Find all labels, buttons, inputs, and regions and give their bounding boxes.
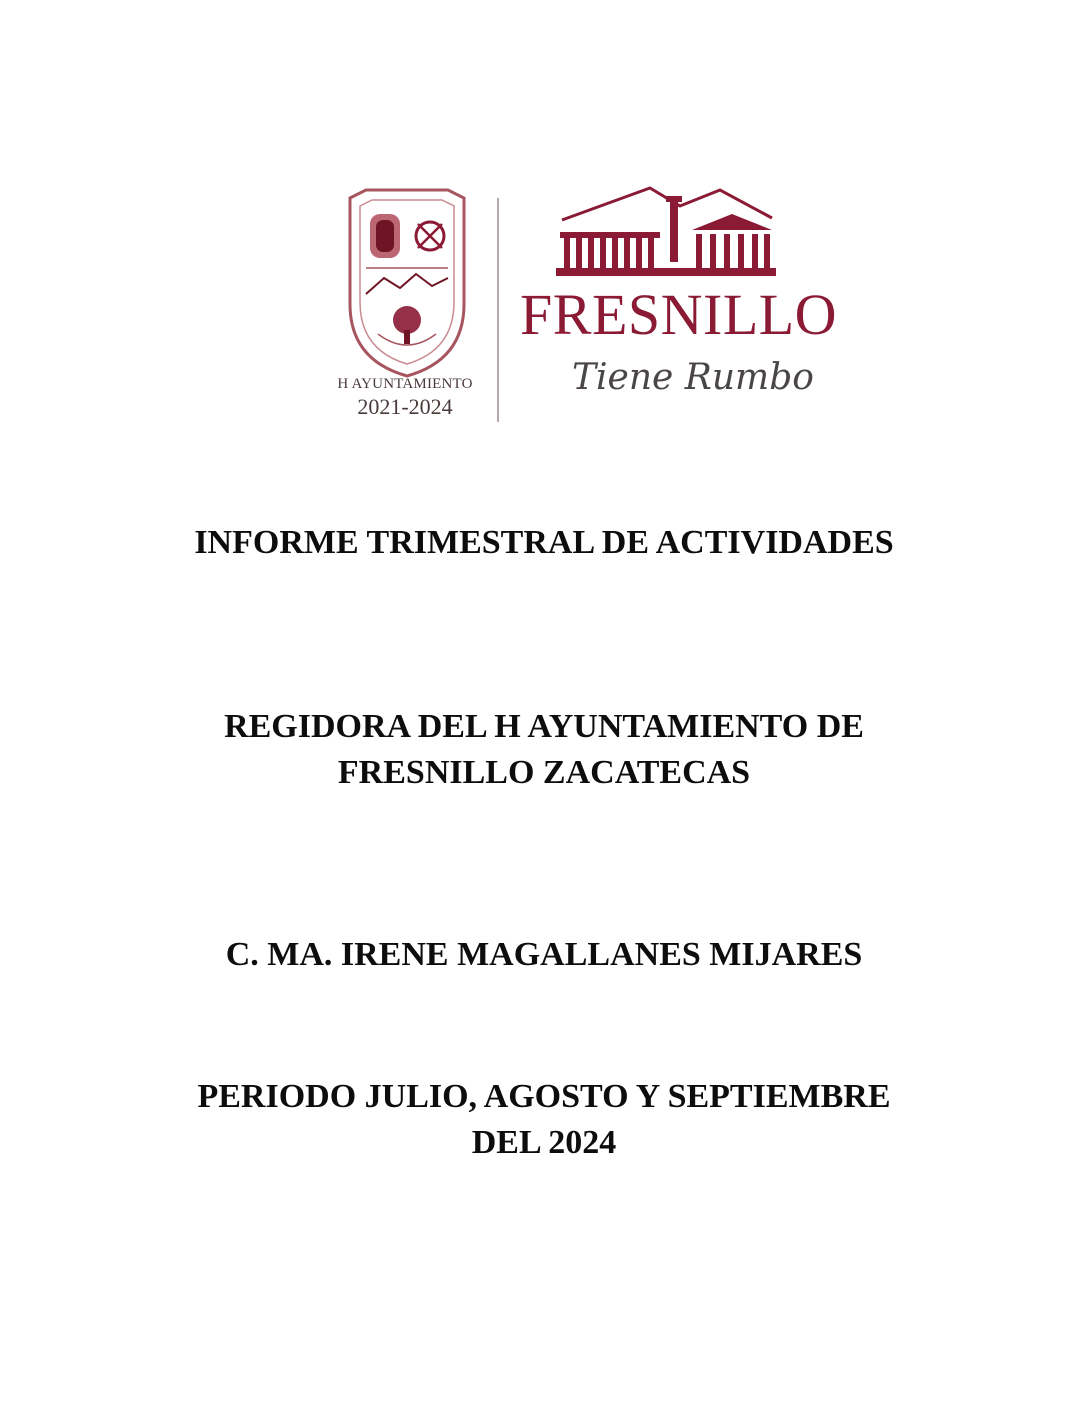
- role-line-2: FRESNILLO ZACATECAS: [337, 754, 751, 791]
- official-name: C. MA. IRENE MAGALLANES MIJARES: [225, 936, 863, 973]
- municipal-seal-icon: [344, 184, 470, 384]
- period-line-2: DEL 2024: [471, 1124, 617, 1161]
- role-line-1: REGIDORA DEL H AYUNTAMIENTO DE: [224, 708, 864, 745]
- period-line-1: PERIODO JULIO, AGOSTO Y SEPTIEMBRE: [197, 1078, 891, 1115]
- city-landmark-icon: [520, 182, 820, 282]
- report-title: INFORME TRIMESTRAL DE ACTIVIDADES: [194, 524, 894, 561]
- brand-name: FRESNILLO: [520, 282, 838, 347]
- logo-divider: [497, 198, 499, 422]
- seal-caption-title: H AYUNTAMIENTO: [337, 376, 473, 392]
- seal-caption-years: 2021-2024: [357, 394, 453, 419]
- role-heading: [0, 704, 1088, 796]
- brand-tagline: Tiene Rumbo: [572, 357, 814, 398]
- period-heading: [0, 1074, 1088, 1166]
- header-logo: [337, 180, 838, 430]
